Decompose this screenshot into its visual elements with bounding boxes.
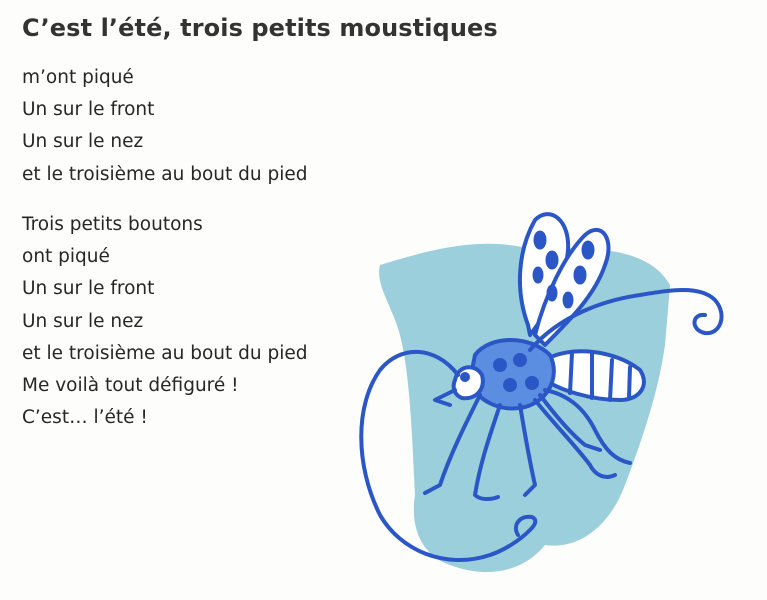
- poem-line: Un sur le nez: [22, 131, 144, 153]
- poem-line: et le troisième au bout du pied: [22, 163, 308, 185]
- poem-line: Un sur le nez: [22, 310, 144, 332]
- poem-title: C’est l’été, trois petits moustiques: [22, 14, 498, 42]
- poem-line: Trois petits boutons: [22, 214, 203, 235]
- mosquito-illustration: [340, 195, 760, 595]
- poem-line: Un sur le front: [22, 99, 155, 121]
- poem-line: ont piqué: [22, 246, 110, 268]
- stanza-1: [22, 62, 308, 191]
- poem-line: et le troisième au bout du pied: [22, 342, 308, 364]
- poem-line: m’ont piqué: [22, 67, 134, 88]
- poem-line: Un sur le front: [22, 278, 155, 300]
- poem-line: C’est… l’été !: [22, 407, 148, 429]
- stanza-2: [22, 209, 308, 434]
- poem-line: Me voilà tout défiguré !: [22, 375, 239, 397]
